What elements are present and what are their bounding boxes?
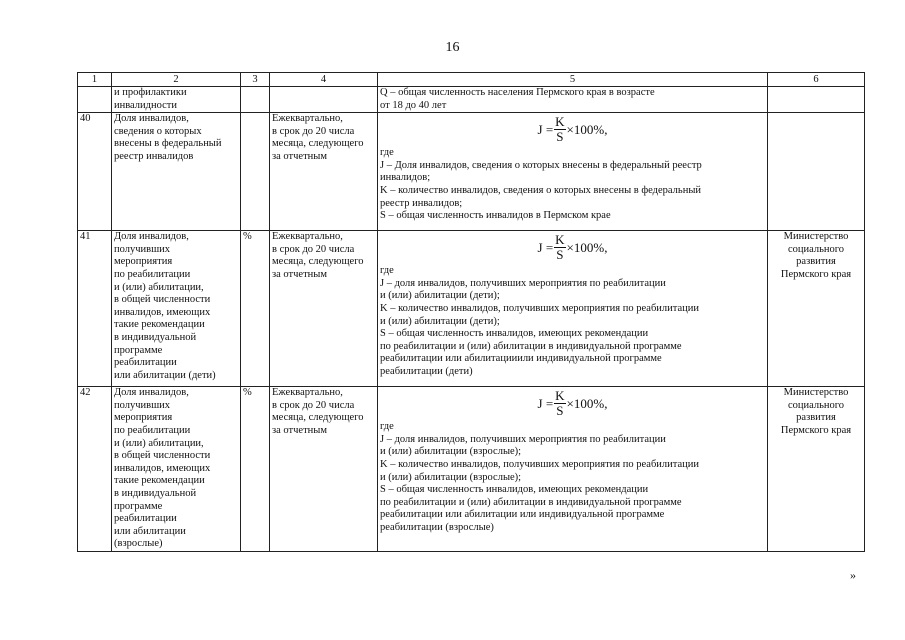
text-line: реестр инвалидов <box>114 150 194 162</box>
text-line: и (или) абилитации (дети); <box>380 315 500 327</box>
text-line: и (или) абилитации, <box>114 281 204 293</box>
text-line: Ежеквартально, <box>272 113 343 125</box>
text-line: в индивидуальной <box>114 487 197 499</box>
text-line: Q – общая численность населения Пермского края в возрасте <box>380 87 655 98</box>
text-line: получивших <box>114 399 171 411</box>
cell-name <box>112 87 241 113</box>
row-number: 42 <box>78 387 112 552</box>
text-line: внесены в федеральный <box>114 138 222 150</box>
text-line: реабилитации или абилитации или индивидуальной программе <box>380 509 665 521</box>
reporting-period <box>270 231 378 387</box>
text-line: (взрослые) <box>114 538 163 550</box>
unit-of-measure: % <box>241 231 270 387</box>
text-line: инвалидов, имеющих <box>114 462 211 474</box>
text-line: за отчетным <box>272 424 327 436</box>
reporting-period <box>270 113 378 231</box>
formula-numerator: K <box>555 232 565 248</box>
text-line: и (или) абилитации (взрослые); <box>380 471 522 483</box>
text-line: Доля инвалидов, <box>114 113 189 125</box>
unit-of-measure <box>241 113 270 231</box>
text-line: за отчетным <box>272 150 327 162</box>
row-number: 41 <box>78 231 112 387</box>
calculation-method <box>378 113 768 231</box>
formula-denominator: S <box>556 247 564 263</box>
header-cell: 6 <box>768 73 865 87</box>
text-line: реабилитации <box>114 357 177 369</box>
text-line: где <box>380 265 394 277</box>
text-line: и (или) абилитации (взрослые); <box>380 446 522 458</box>
text-line: развития <box>796 256 836 268</box>
text-line: J – доля инвалидов, получивших мероприятия по реабилитации <box>380 277 666 289</box>
text-line: месяца, следующего <box>272 412 364 424</box>
header-cell: 4 <box>270 73 378 87</box>
continuation-row <box>78 87 865 113</box>
cell-unit <box>241 87 270 113</box>
indicator-row <box>78 387 865 552</box>
text-line: за отчетным <box>272 268 327 280</box>
text-line: в срок до 20 числа <box>272 125 355 137</box>
formula <box>380 233 765 262</box>
text-line: реабилитации или абилитацииили индивидуальной программе <box>380 353 662 365</box>
text-line: Министерство <box>783 387 849 399</box>
text-line: J – доля инвалидов, получивших мероприятия по реабилитации <box>380 433 666 445</box>
text-line: мероприятия <box>114 256 173 268</box>
text-line: Министерство <box>783 231 849 243</box>
formula-fraction <box>554 389 565 418</box>
text-line: реабилитации (дети) <box>380 365 473 377</box>
text-line: развития <box>796 412 836 424</box>
text-line: S – общая численность инвалидов, имеющих рекомендации <box>380 328 649 340</box>
text-line: Доля инвалидов, <box>114 387 189 399</box>
text-line: Ежеквартально, <box>272 231 343 243</box>
formula-denominator: S <box>556 129 564 145</box>
text-line: Пермского края <box>780 424 852 436</box>
indicator-name <box>112 231 241 387</box>
text-line: K – количество инвалидов, получивших мероприятия по реабилитации <box>380 458 699 470</box>
formula-rhs: ×100%, <box>566 395 608 411</box>
text-line: в срок до 20 числа <box>272 243 355 255</box>
reporting-period <box>270 387 378 552</box>
text-line: и профилактики <box>114 87 187 98</box>
text-line: S – общая численность инвалидов в Пермском крае <box>380 210 611 222</box>
formula <box>380 115 765 144</box>
formula-rhs: ×100%, <box>566 121 608 137</box>
formula-numerator: K <box>555 114 565 130</box>
formula-numerator: K <box>555 388 565 404</box>
text-line: сведения о которых <box>114 125 202 137</box>
indicator-name <box>112 387 241 552</box>
indicator-row <box>78 231 865 387</box>
formula-lhs: J = <box>537 239 554 255</box>
text-line: такие рекомендации <box>114 319 205 331</box>
row-number: 40 <box>78 113 112 231</box>
indicator-name <box>112 113 241 231</box>
text-line: или абилитации <box>114 525 186 537</box>
text-line: от 18 до 40 лет <box>380 99 447 111</box>
indicator-row <box>78 113 865 231</box>
text-line: J – Доля инвалидов, сведения о которых внесены в федеральный реестр <box>380 159 702 171</box>
responsible-body <box>768 387 865 552</box>
text-line: получивших <box>114 243 171 255</box>
formula <box>380 389 765 418</box>
formula-rhs: ×100%, <box>566 239 608 255</box>
text-line: в общей численности <box>114 450 211 462</box>
cell-formula <box>378 87 768 113</box>
text-line: такие рекомендации <box>114 475 205 487</box>
text-line: где <box>380 421 394 433</box>
text-line: программе <box>114 344 163 356</box>
text-line: месяца, следующего <box>272 256 364 268</box>
text-line: в индивидуальной <box>114 331 197 343</box>
formula-fraction <box>554 233 565 262</box>
text-line: реабилитации (взрослые) <box>380 521 494 533</box>
text-line: в срок до 20 числа <box>272 399 355 411</box>
formula-lhs: J = <box>537 121 554 137</box>
cell-period <box>270 87 378 113</box>
text-line: социального <box>787 399 845 411</box>
text-line: реабилитации <box>114 513 177 525</box>
formula-lhs: J = <box>537 395 554 411</box>
page-number: 16 <box>445 40 460 55</box>
formula-fraction <box>554 115 565 144</box>
header-cell: 5 <box>378 73 768 87</box>
text-line: инвалидности <box>114 99 178 111</box>
text-line: Ежеквартально, <box>272 387 343 399</box>
text-line: инвалидов; <box>380 172 431 184</box>
closing-quote-mark: » <box>850 568 856 582</box>
unit-of-measure: % <box>241 387 270 552</box>
text-line: по реабилитации и (или) абилитации в индивидуальной программе <box>380 496 682 508</box>
text-line: K – количество инвалидов, сведения о которых внесены в федеральный <box>380 184 701 196</box>
text-line: Пермского края <box>780 268 852 280</box>
text-line: социального <box>787 243 845 255</box>
cell-num <box>78 87 112 113</box>
text-line: где <box>380 147 394 159</box>
text-line: мероприятия <box>114 412 173 424</box>
text-line: по реабилитации и (или) абилитации в индивидуальной программе <box>380 340 682 352</box>
text-line: в общей численности <box>114 294 211 306</box>
cell-responsible <box>768 87 865 113</box>
text-line: Доля инвалидов, <box>114 231 189 243</box>
text-line: программе <box>114 500 163 512</box>
header-cell: 3 <box>241 73 270 87</box>
text-line: месяца, следующего <box>272 138 364 150</box>
text-line: S – общая численность инвалидов, имеющих рекомендации <box>380 484 649 496</box>
text-line: или абилитации (дети) <box>114 369 216 381</box>
text-line: инвалидов, имеющих <box>114 306 211 318</box>
indicators-table <box>77 72 865 552</box>
formula-denominator: S <box>556 403 564 419</box>
text-line: по реабилитации <box>114 424 191 436</box>
header-cell: 2 <box>112 73 241 87</box>
responsible-body <box>768 231 865 387</box>
text-line: K – количество инвалидов, получивших мероприятия по реабилитации <box>380 302 699 314</box>
calculation-method <box>378 387 768 552</box>
text-line: реестр инвалидов; <box>380 197 463 209</box>
text-line: и (или) абилитации, <box>114 437 204 449</box>
calculation-method <box>378 231 768 387</box>
text-line: по реабилитации <box>114 268 191 280</box>
text-line: и (или) абилитации (дети); <box>380 290 500 302</box>
responsible-body <box>768 113 865 231</box>
header-cell: 1 <box>78 73 112 87</box>
header-row <box>78 73 865 87</box>
